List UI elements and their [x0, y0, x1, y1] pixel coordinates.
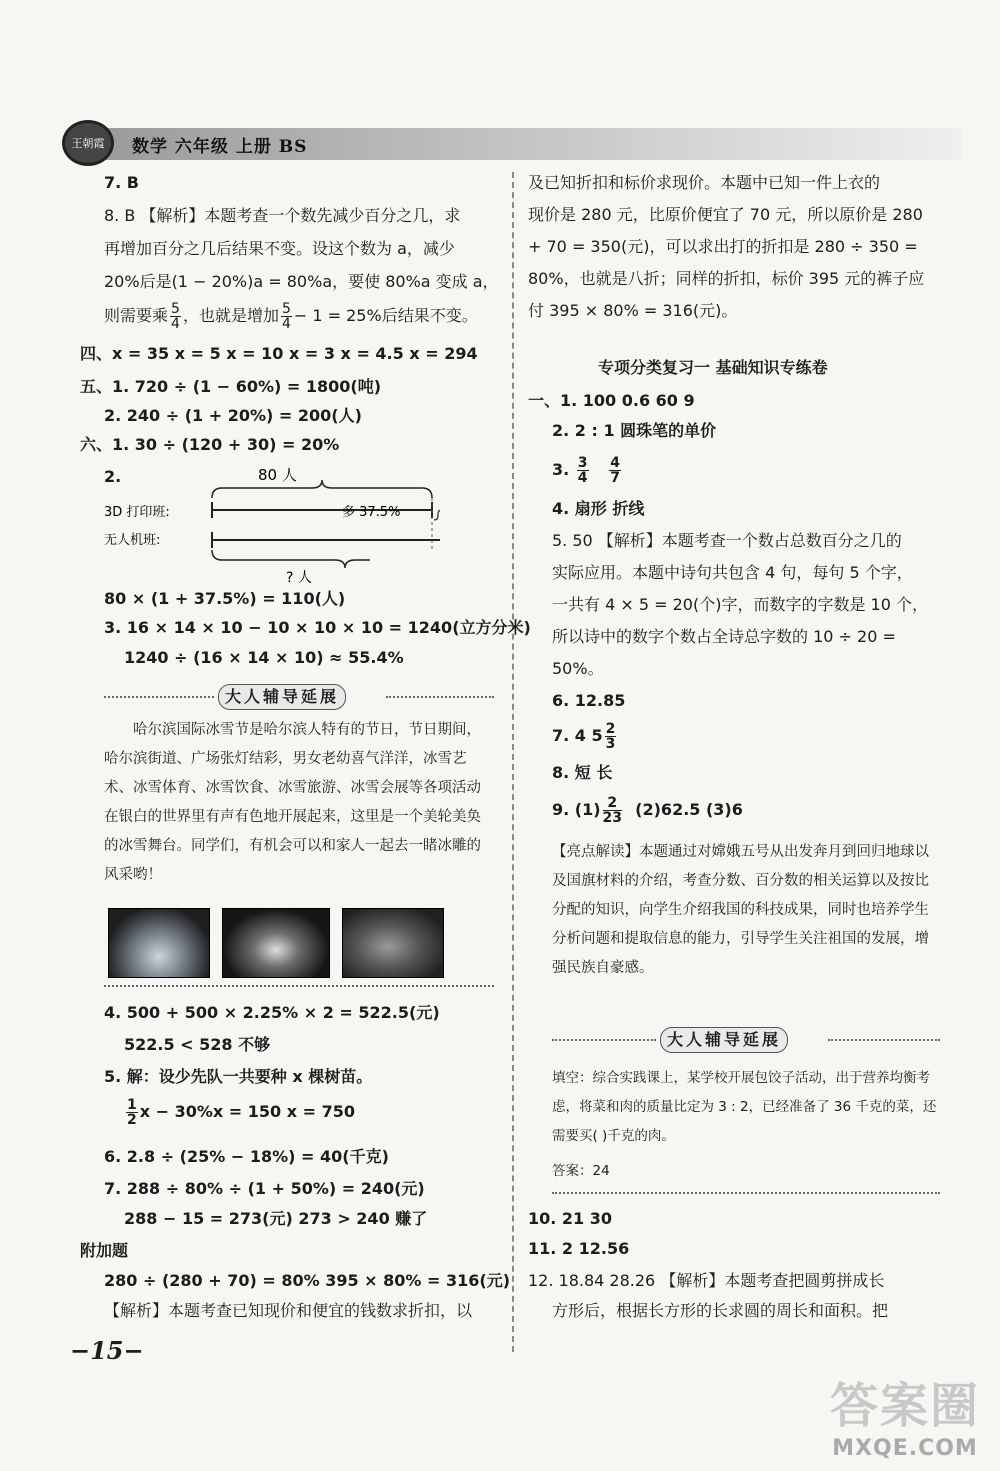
banner-line: [552, 1039, 656, 1041]
section-5-q1: 五、1. 720 ÷ (1 − 60%) = 1800(吨): [80, 377, 382, 396]
answer-4-line1: 4. 500 + 500 × 2.25% × 2 = 522.5(元): [104, 1003, 440, 1022]
page-header: [62, 120, 962, 164]
review-answer-9: [552, 792, 743, 828]
fraction: [603, 796, 622, 825]
banner-label: 大人辅导延展: [660, 1027, 788, 1053]
review-answer-12-line2: 方形后，根据长方形的长求圆的周长和面积。把: [552, 1301, 889, 1320]
ice-sculpture-photo: [108, 908, 210, 978]
numerator: 2: [603, 796, 622, 811]
review-answer-11: 11. 2 12.56: [528, 1239, 630, 1258]
review-answer-2: 2. 2 : 1 圆珠笔的单价: [552, 421, 717, 440]
denominator: 2: [127, 1112, 137, 1128]
page-number: −15−: [70, 1336, 144, 1365]
fraction: [609, 456, 621, 485]
segment-diagram: [100, 458, 440, 588]
section-6-q1: 六、1. 30 ÷ (120 + 30) = 20%: [80, 435, 340, 454]
extra-question-title: 附加题: [80, 1241, 129, 1260]
extension-banner-left: [104, 684, 494, 710]
extra-note-cont-4: 80%，也就是八折；同样的折扣，标价 395 元的裤子应: [528, 269, 925, 288]
answer-5-line1: 5. 解：设少先队一共要种 x 棵树苗。: [104, 1067, 373, 1086]
extra-note-cont-1: 及已知折扣和标价求现价。本题中已知一件上衣的: [528, 173, 881, 192]
review-answer-10: 10. 21 30: [528, 1209, 613, 1228]
review-answer-3: [552, 452, 623, 488]
section-6-q3-line1: 3. 16 × 14 × 10 − 10 × 10 × 10 = 1240(立方分米): [104, 618, 531, 637]
answer-8-line3: 20%后是(1 − 20%)a = 80%a，要使 80%a 变成 a，: [104, 272, 499, 291]
section-5-q2: 2. 240 ÷ (1 + 20%) = 200(人): [104, 406, 362, 425]
section-4-answers: 四、x = 35 x = 5 x = 10 x = 3 x = 4.5 x = 294: [80, 344, 478, 363]
banner-line: [386, 696, 494, 698]
text-fragment: 则需要乘: [104, 306, 169, 325]
denominator: 4: [281, 316, 291, 332]
review-answer-5-line5: 50%。: [552, 659, 604, 678]
text-fragment: 7. 4 5: [552, 726, 603, 745]
extra-question-note: 【解析】本题考查已知现价和便宜的钱数求折扣，以: [104, 1301, 473, 1320]
extra-note-cont-3: + 70 = 350(元)，可以求出打的折扣是 280 ÷ 350 =: [528, 237, 918, 256]
answer-6: 6. 2.8 ÷ (25% − 18%) = 40(千克): [104, 1147, 389, 1166]
review-answer-4: 4. 扇形 折线: [552, 499, 645, 518]
answer-7-line1: 7. 288 ÷ 80% ÷ (1 + 50%) = 240(元): [104, 1179, 425, 1198]
highlight-commentary: 【亮点解读】本题通过对嫦娥五号从出发奔月到回归地球以及国旗材料的介绍，考查分数、百分数的相关运算以及按比分配的知识，向学生介绍我国的科技成果，同时也培养学生分析问题和提取信息的能力，引导学生关注祖国的发展，增强民族自豪感。: [552, 844, 929, 976]
review-section-title: 专项分类复习一 基础知识专练卷: [598, 358, 828, 377]
numerator: 1: [127, 1097, 137, 1113]
small-brace: [434, 510, 440, 520]
watermark-text: 答案圈: [829, 1378, 980, 1434]
text-fragment: 3.: [552, 460, 570, 479]
text-fragment: x − 30%x = 150 x = 750: [139, 1102, 356, 1121]
fill-in-answer: 答案：24: [552, 1163, 610, 1179]
review-answer-5-line2: 实际应用。本题中诗句共包含 4 句，每句 5 个字，: [552, 563, 913, 582]
review-answer-1: 一、1. 100 0.6 60 9: [528, 391, 695, 410]
fraction: [605, 722, 617, 751]
fill-in-problem: 填空：综合实践课上，某学校开展包饺子活动，出于营养均衡考虑，将菜和肉的质量比定为 3 : 2，已经准备了 36 千克的菜，还需要买( )千克的肉。: [552, 1070, 937, 1144]
review-answer-7: [552, 718, 618, 754]
snow-sculpture-photo: [342, 908, 444, 978]
numerator: 2: [605, 721, 616, 737]
column-divider: [512, 172, 514, 1352]
denominator: 23: [602, 810, 623, 826]
text-fragment: ，也就是增加: [182, 306, 279, 325]
answer-8-line2: 再增加百分之几后结果不变。设这个数为 a，减少: [104, 239, 455, 258]
review-answer-5-line3: 一共有 4 × 5 = 20(个)字，而数字的字数是 10 个，: [552, 595, 928, 614]
numerator: 5: [281, 301, 291, 317]
denominator: 4: [171, 316, 180, 332]
extra-question-eq: 280 ÷ (280 + 70) = 80% 395 × 80% = 316(元): [104, 1271, 511, 1290]
review-answer-8: 8. 短 长: [552, 763, 613, 782]
fraction: [281, 302, 292, 331]
extension-banner-right: [552, 1027, 940, 1053]
denominator: 4: [577, 470, 588, 486]
denominator: 7: [610, 470, 621, 486]
fraction: [170, 302, 181, 331]
text-fragment: 9. (1): [552, 800, 601, 819]
fraction: [126, 1098, 138, 1127]
answer-7-line2: 288 − 15 = 273(元) 273 > 240 赚了: [124, 1209, 428, 1228]
review-answer-6: 6. 12.85: [552, 691, 626, 710]
diagram-row1-label: 3D 打印班:: [104, 505, 170, 520]
review-answer-5-line4: 所以诗中的数字个数占全诗总字数的 10 ÷ 20 =: [552, 627, 896, 646]
watermark-url: MXQE.COM: [832, 1436, 978, 1461]
denominator: 3: [605, 736, 616, 752]
banner-line: [828, 1039, 940, 1041]
answer-4-line2: 522.5 < 528 不够: [124, 1035, 271, 1054]
ice-festival-story: 哈尔滨国际冰雪节是哈尔滨人特有的节日，节日期间，哈尔滨街道、广场张灯结彩，男女老幼喜气洋洋，冰雪艺术、冰雪体育、冰雪饮食、冰雪旅游、冰雪会展等各项活动在银白的世界里有声有色地开展起来，这里是一个美轮美奂的冰雪舞台。同学们，有机会可以和家人一起去一睹冰雕的风采哟！: [104, 722, 481, 883]
top-brace: [212, 480, 432, 498]
site-watermark: [830, 1367, 980, 1461]
section-6-q2-eq: 80 × (1 + 37.5%) = 110(人): [104, 589, 346, 608]
extra-note-cont-5: 付 395 × 80% = 316(元)。: [528, 301, 738, 320]
publisher-logo: 王朝霞: [62, 120, 114, 166]
diagram-row2-label: 无人机班:: [104, 533, 161, 548]
book-title: 数学 六年级 上册 BS: [132, 137, 308, 157]
section-6-q3-line2: 1240 ÷ (16 × 14 × 10) ≈ 55.4%: [124, 648, 404, 667]
numerator: 3: [577, 455, 588, 471]
answer-8-line4: [104, 298, 478, 334]
banner-line: [104, 696, 214, 698]
section-6-q2-label: 2.: [104, 467, 122, 486]
diagram-bottom-label: ? 人: [286, 570, 312, 586]
numerator: 5: [171, 301, 180, 317]
banner-label: 大人辅导延展: [218, 684, 346, 710]
text-fragment: (2)62.5 (3)6: [635, 800, 743, 819]
section-rule: [552, 1192, 940, 1194]
answer-7: 7. B: [104, 173, 139, 192]
answer-5-line2: [124, 1094, 355, 1130]
diagram-more-label: 多 37.5%: [342, 505, 401, 520]
section-rule: [104, 985, 494, 987]
ice-castle-photo: [222, 908, 330, 978]
review-answer-5-line1: 5. 50 【解析】本题考查一个数占总数百分之几的: [552, 531, 902, 550]
numerator: 4: [610, 455, 621, 471]
diagram-top-label: 80 人: [258, 466, 297, 484]
answer-8-line1: 8. B 【解析】本题考查一个数先减少百分之几，求: [104, 206, 461, 225]
bottom-brace: [212, 550, 370, 568]
extra-note-cont-2: 现价是 280 元，比原价便宜了 70 元，所以原价是 280: [528, 205, 923, 224]
fraction: [577, 456, 589, 485]
text-fragment: − 1 = 25%后结果不变。: [293, 306, 478, 325]
review-answer-12-line1: 12. 18.84 28.26 【解析】本题考查把圆剪拼成长: [528, 1271, 885, 1290]
